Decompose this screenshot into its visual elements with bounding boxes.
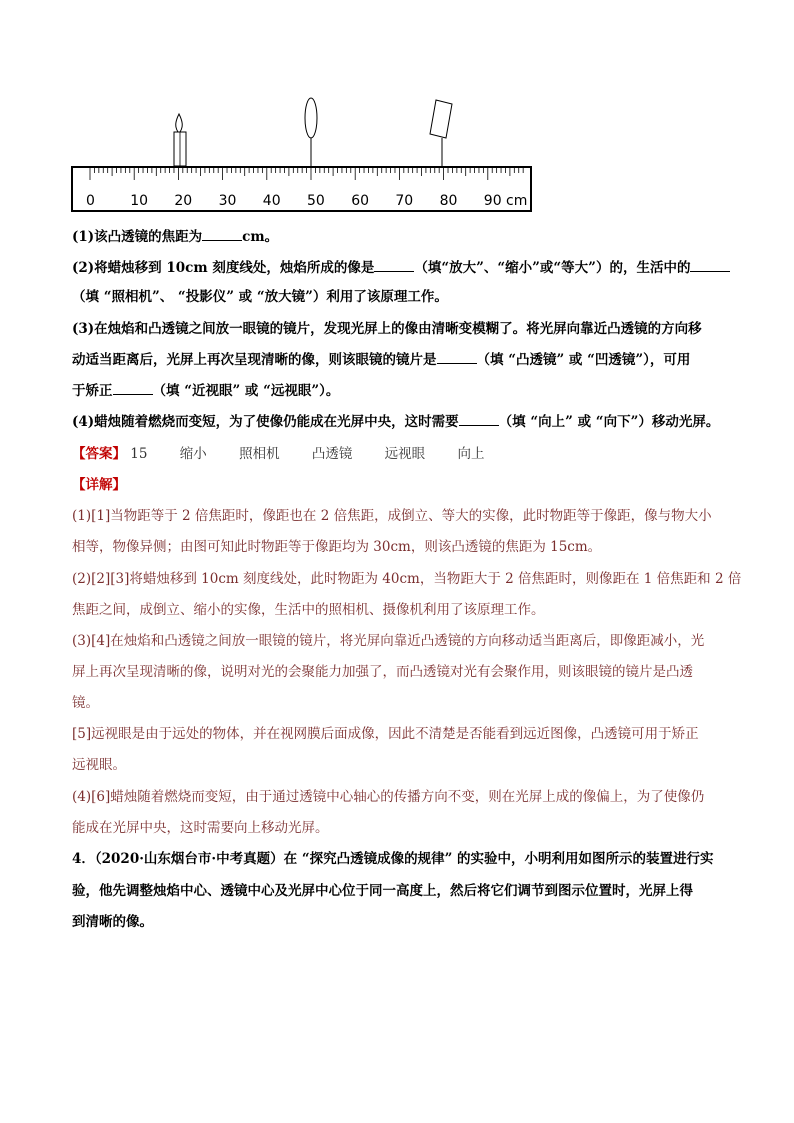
answer-item: 缩小 <box>179 446 207 462</box>
question-2-text-c: （填 “照相机”、 “投影仪” 或 “放大镜”）利用了该原理工作。 <box>72 289 448 305</box>
question-3-text-c: （填 “凸透镜” 或 “凹透镜”），可用 <box>476 352 691 368</box>
question-1 <box>72 226 278 248</box>
answer-blank[interactable] <box>459 411 499 426</box>
question-4 <box>72 411 719 433</box>
detail-line: 远视眼。 <box>72 757 126 773</box>
answer-item: 凸透镜 <box>311 446 353 462</box>
answer-blank[interactable] <box>202 226 242 241</box>
answer-blank[interactable] <box>113 380 153 395</box>
question-4-text-a: (4)蜡烛随着燃烧而变短，为了使像仍能成在光屏中央，这时需要 <box>72 414 459 430</box>
answer-item: 向上 <box>457 446 485 462</box>
answer-item: 远视眼 <box>384 446 426 462</box>
answer-blank[interactable] <box>374 257 414 272</box>
next-question-line: 4．（2020·山东烟台市·中考真题）在 “探究凸透镜成像的规律” 的实验中，小明利用如图所示的装置进行实 <box>72 851 714 867</box>
question-1-text: (1)该凸透镜的焦距为 <box>72 229 203 245</box>
ruler-label: 0 <box>86 193 95 209</box>
candle-icon <box>174 114 186 166</box>
detail-line: [5]远视眼是由于远处的物体，并在视网膜后面成像，因此不清楚是否能看到远近图像，凸透镜可用于矫正 <box>72 726 699 742</box>
detail-line: 相等，物像异侧；由图可知此时物距等于像距均为 30cm，则该凸透镜的焦距为 15cm。 <box>72 539 602 555</box>
answer-blank[interactable] <box>690 257 730 272</box>
question-2-text-b: （填“放大”、“缩小”或“等大”）的，生活中的 <box>414 260 691 276</box>
next-question-line: 到清晰的像。 <box>72 914 153 930</box>
ruler-label: 30 <box>218 193 237 209</box>
answer-item: 照相机 <box>239 446 280 462</box>
ruler-label: 10 <box>130 193 149 209</box>
question-2-text-a: (2)将蜡烛移到 10cm 刻度线处，烛焰所成的像是 <box>72 260 375 276</box>
ruler-label: 80 <box>439 193 458 209</box>
question-3-text-d: 于矫正 <box>72 383 113 399</box>
question-2-cont <box>72 286 448 308</box>
question-2 <box>72 257 730 279</box>
detail-line: (3)[4]在烛焰和凸透镜之间放一眼镜的镜片，将光屏向靠近凸透镜的方向移动适当距离后，即像距减小，光 <box>72 633 705 649</box>
ruler-label: 60 <box>351 193 370 209</box>
ruler-label: 50 <box>307 193 325 209</box>
question-3 <box>72 318 702 340</box>
ruler-label: 70 <box>395 193 414 209</box>
detail-tag: 【详解】 <box>72 477 126 493</box>
ruler-label: 40 <box>262 193 281 209</box>
question-1-unit: cm。 <box>242 229 279 245</box>
light-screen-icon <box>430 100 452 168</box>
question-3-text-a: (3)在烛焰和凸透镜之间放一眼镜的镜片，发现光屏上的像由清晰变模糊了。将光屏向靠近凸透镜的方向移 <box>72 321 702 337</box>
answer-blank[interactable] <box>437 349 477 364</box>
detail-line: (4)[6]蜡烛随着燃烧而变短，由于通过透镜中心轴心的传播方向不变，则在光屏上成的像偏上，为了使像仍 <box>72 789 705 805</box>
question-3-text-b: 动适当距离后，光屏上再次呈现清晰的像，则该眼镜的镜片是 <box>72 352 437 368</box>
optical-bench-diagram <box>70 96 534 214</box>
detail-line: (1)[1]当物距等于 2 倍焦距时，像距也在 2 倍焦距，成倒立、等大的实像，此时物距等于像距，像与物大小 <box>72 508 712 524</box>
question-4-text-b: （填 “向上” 或 “向下”）移动光屏。 <box>498 414 720 430</box>
detail-line: 屏上再次呈现清晰的像，说明对光的会聚能力加强了，而凸透镜对光有会聚作用，则该眼镜的镜片是凸透 <box>72 664 693 680</box>
detail-line: (2)[2][3]将蜡烛移到 10cm 刻度线处，此时物距为 40cm，当物距大于 2 倍焦距时，则像距在 1 倍焦距和 2 倍 <box>72 571 742 587</box>
detail-line: 能成在光屏中央，这时需要向上移动光屏。 <box>72 820 329 836</box>
answer-tag: 【答案】 <box>72 446 126 462</box>
convex-lens-icon <box>305 98 317 168</box>
ruler-label: 90 cm <box>483 193 528 209</box>
detail-line: 焦距之间，成倒立、缩小的实像，生活中的照相机、摄像机利用了该原理工作。 <box>72 602 545 618</box>
ruler-label: 20 <box>174 193 193 209</box>
answer-item: 15 <box>130 446 148 462</box>
answer-row <box>72 443 512 465</box>
next-question-line: 验，他先调整烛焰中心、透镜中心及光屏中心位于同一高度上，然后将它们调节到图示位置时，光屏上得 <box>72 883 693 899</box>
detail-line: 镜。 <box>72 695 99 711</box>
question-3-cont <box>72 349 690 371</box>
question-3-cont2 <box>72 380 339 402</box>
question-3-text-e: （填 “近视眼” 或 “远视眼”）。 <box>152 383 340 399</box>
